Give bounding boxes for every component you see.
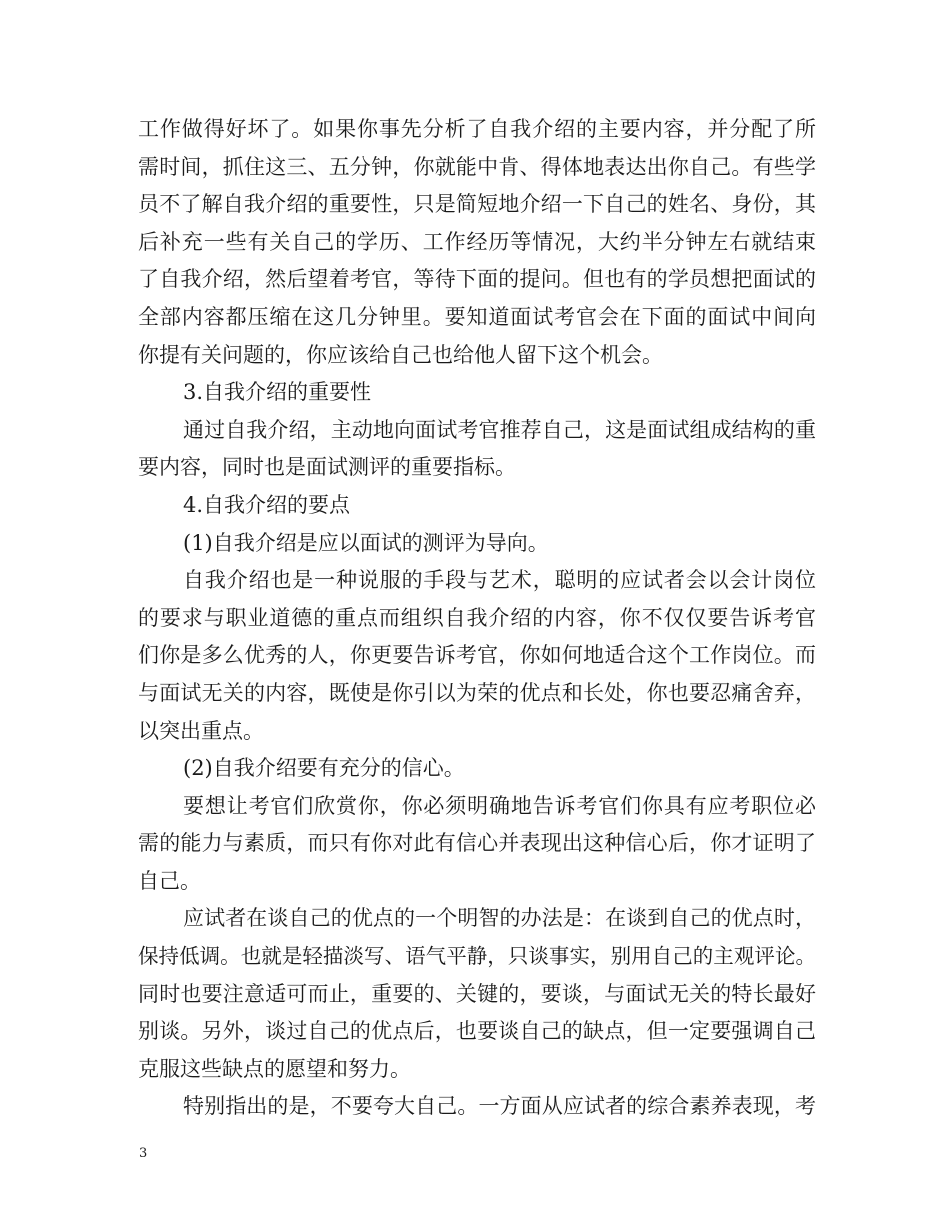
text-line: 你提有关问题的，你应该给自己也给他人留下这个机会。: [138, 342, 663, 367]
text-line: (2)自我介绍要有充分的信心。: [183, 756, 465, 781]
text-line: 需的能力与素质，而只有你对此有信心并表现出这种信心后，你才证明了: [138, 831, 816, 856]
text-line: 别谈。另外，谈过自己的优点后，也要谈自己的缺点，但一定要强调自己: [138, 1019, 816, 1044]
document-body: [138, 111, 816, 1126]
text-line: 通过自我介绍，主动地向面试考官推荐自己，这是面试组成结构的重: [183, 417, 816, 442]
text-line: 要内容，同时也是面试测评的重要指标。: [138, 455, 516, 480]
text-line: 保持低调。也就是轻描淡写、语气平静，只谈事实，别用自己的主观评论。: [138, 944, 816, 969]
text-line: 后补充一些有关自己的学历、工作经历等情况，大约半分钟左右就结束: [138, 229, 816, 254]
text-line: 工作做得好坏了。如果你事先分析了自我介绍的主要内容，并分配了所: [138, 117, 816, 141]
text-line: (1)自我介绍是应以面试的测评为导向。: [183, 530, 549, 555]
text-line: 特别指出的是，不要夸大自己。一方面从应试者的综合素养表现，考: [183, 1094, 816, 1119]
text-line: 自己。: [138, 868, 201, 893]
text-line: 全部内容都压缩在这几分钟里。要知道面试考官会在下面的面试中间向: [138, 304, 816, 329]
text-line: 克服这些缺点的愿望和努力。: [138, 1056, 411, 1081]
text-line: 4.自我介绍的要点: [183, 492, 351, 517]
text-line: 同时也要注意适可而止，重要的、关键的，要谈，与面试无关的特长最好: [138, 981, 816, 1006]
text-line: 需时间，抓住这三、五分钟，你就能中肯、得体地表达出你自己。有些学: [138, 154, 816, 179]
text-line: 员不了解自我介绍的重要性，只是简短地介绍一下自己的姓名、身份，其: [138, 192, 816, 217]
text-line: 以突出重点。: [138, 718, 264, 743]
text-line: 的要求与职业道德的重点而组织自我介绍的内容，你不仅仅要告诉考官: [138, 605, 816, 630]
text-line: 应试者在谈自己的优点的一个明智的办法是：在谈到自己的优点时，: [183, 906, 816, 931]
text-line: 们你是多么优秀的人，你更要告诉考官，你如何地适合这个工作岗位。而: [138, 643, 816, 668]
text-line: 3.自我介绍的重要性: [183, 380, 372, 405]
text-line: 要想让考官们欣赏你，你必须明确地告诉考官们你具有应考职位必: [183, 793, 816, 818]
text-line: 与面试无关的内容，既使是你引以为荣的优点和长处，你也要忍痛舍弃，: [138, 680, 816, 705]
text-line: 自我介绍也是一种说服的手段与艺术，聪明的应试者会以会计岗位: [183, 568, 816, 593]
text-line: 了自我介绍，然后望着考官，等待下面的提问。但也有的学员想把面试的: [138, 267, 816, 292]
page-number: 3: [139, 1146, 148, 1161]
